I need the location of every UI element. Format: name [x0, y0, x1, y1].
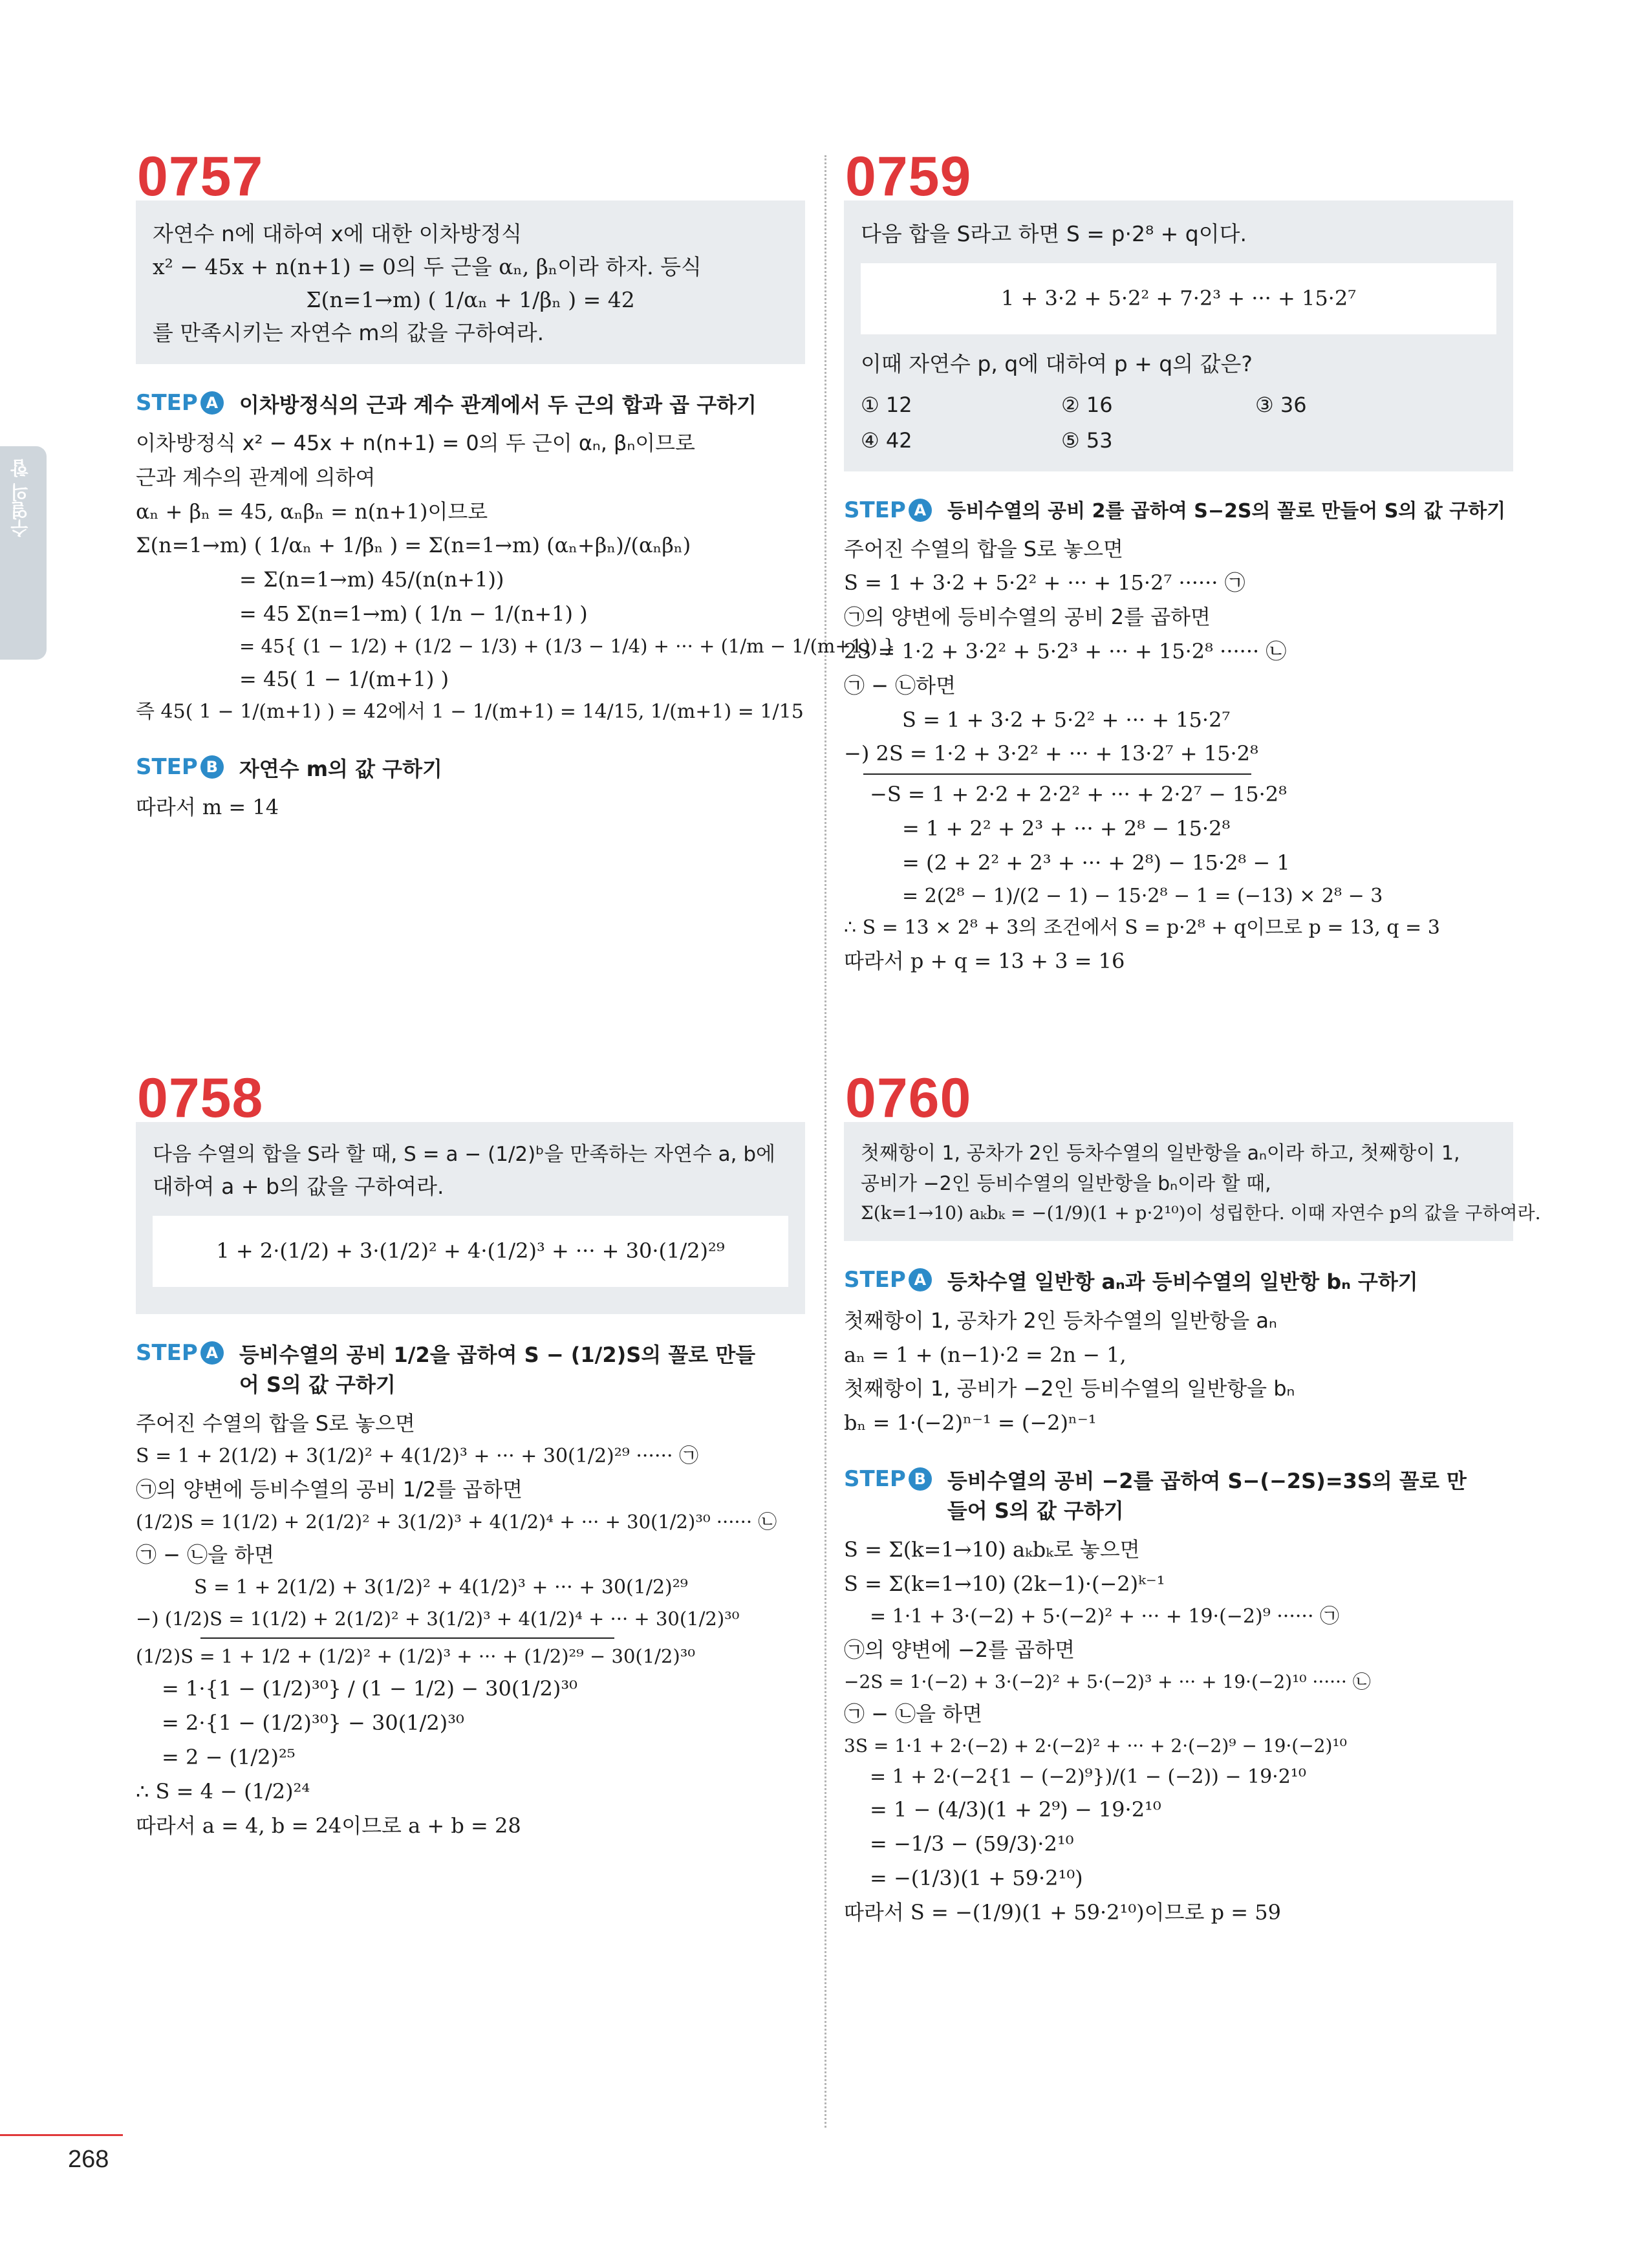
step-badge: A — [909, 1268, 932, 1291]
solution-line: 주어진 수열의 합을 S로 놓으면 — [136, 1410, 415, 1436]
solution-line: 즉 45( 1 − 1/(m+1) ) = 42에서 1 − 1/(m+1) = 14/15, 1/(m+1) = 1/15 — [136, 700, 804, 724]
solution-line: = 2·{1 − (1/2)³⁰} − 30(1/2)³⁰ — [162, 1711, 464, 1736]
solution-line: ㉠의 양변에 등비수열의 공비 1/2를 곱하면 — [136, 1476, 523, 1502]
step-a-header — [136, 390, 805, 420]
solution-line: −) 2S = 1·2 + 3·2² + ··· + 13·2⁷ + 15·2⁸ — [844, 741, 1258, 766]
solution-line: 따라서 p + q = 13 + 3 = 16 — [844, 948, 1125, 973]
choice-3[interactable]: ③ 36 — [1255, 392, 1307, 417]
choice-4[interactable]: ④ 42 — [861, 428, 912, 453]
step-a-header — [844, 1267, 1513, 1297]
problem-number: 0760 — [845, 1067, 972, 1129]
solution-line: = 45( 1 − 1/(m+1) ) — [239, 666, 449, 691]
solution-line: = 2(2⁸ − 1)/(2 − 1) − 15·2⁸ − 1 = (−13) × 2⁸ − 3 — [902, 884, 1383, 907]
question-line: 공비가 −2인 등비수열의 일반항을 bₙ이라 할 때, — [861, 1172, 1271, 1195]
subtraction-rule — [200, 1637, 614, 1639]
solution-line: ㉠ − ㉡을 하면 — [136, 1542, 275, 1567]
solution-line: −S = 1 + 2·2 + 2·2² + ··· + 2·2⁷ − 15·2⁸ — [870, 782, 1287, 807]
choice-2[interactable]: ② 16 — [1061, 392, 1113, 417]
problem-0758 — [136, 1067, 805, 1842]
question-box — [844, 200, 1513, 471]
step-label: STEP — [844, 497, 906, 524]
problem-number: 0758 — [137, 1067, 264, 1129]
solution-line: aₙ = 1 + (n−1)·2 = 2n − 1, — [844, 1342, 1126, 1367]
step-badge: B — [200, 755, 224, 779]
step-tag — [136, 1340, 224, 1366]
question-box — [844, 1122, 1541, 1241]
step-badge: A — [909, 499, 932, 522]
chapter-side-tab — [0, 446, 47, 660]
step-label: STEP — [136, 1339, 198, 1366]
solution-line: = 1·{1 − (1/2)³⁰} / (1 − 1/2) − 30(1/2)³⁰ — [162, 1676, 577, 1701]
solution-line: = Σ(n=1→m) 45/(n(n+1)) — [239, 567, 504, 592]
step-title: 자연수 m의 값 구하기 — [239, 756, 442, 781]
problem-0759 — [844, 146, 1513, 978]
solution-line: ㉠ − ㉡을 하면 — [844, 1701, 983, 1726]
step-b-header — [844, 1466, 1513, 1526]
question-line: 다음 수열의 합을 S라 할 때, S = a − (1/2)ᵇ을 만족하는 자연수 a, b에 — [153, 1143, 775, 1166]
problem-number: 0759 — [845, 146, 972, 208]
step-label: STEP — [844, 1267, 906, 1293]
solution-line: 첫째항이 1, 공비가 −2인 등비수열의 일반항을 bₙ — [844, 1376, 1295, 1401]
solution-line: ㉠의 양변에 −2를 곱하면 — [844, 1637, 1075, 1662]
solution-line: ㉠ − ㉡하면 — [844, 673, 956, 698]
solution-line: ∴ S = 4 − (1/2)²⁴ — [136, 1778, 310, 1804]
step-tag — [844, 1267, 932, 1293]
question-box — [136, 200, 805, 364]
solution-line: = 45 Σ(n=1→m) ( 1/n − 1/(n+1) ) — [239, 601, 588, 626]
step-label: STEP — [844, 1465, 906, 1492]
choice-1[interactable]: ① 12 — [861, 392, 912, 417]
step-tag — [844, 1466, 932, 1492]
solution-line: 따라서 m = 14 — [136, 795, 279, 820]
solution-line: = 1·1 + 3·(−2) + 5·(−2)² + ··· + 19·(−2)⁹ ······ ㉠ — [870, 1605, 1340, 1628]
step-title: 등차수열 일반항 aₙ과 등비수열의 일반항 bₙ 구하기 — [947, 1269, 1418, 1295]
question-line: 다음 합을 S라고 하면 S = p·2⁸ + q이다. — [861, 221, 1247, 246]
solution-line: ∴ S = 13 × 2⁸ + 3의 조건에서 S = p·2⁸ + q이므로 p = 13, q = 3 — [844, 916, 1440, 940]
answer-choices — [861, 389, 1496, 457]
step-a-header — [844, 497, 1513, 526]
column-divider — [824, 155, 826, 2128]
solution-line: 2S = 1·2 + 3·2² + 5·2³ + ··· + 15·2⁸ ······ ㉡ — [844, 638, 1287, 664]
solution-line: 근과 계수의 관계에 의하여 — [136, 464, 376, 490]
solution-line: −) (1/2)S = 1(1/2) + 2(1/2)² + 3(1/2)³ + 4(1/2)⁴ + ··· + 30(1/2)³⁰ — [136, 1607, 740, 1630]
step-title: 등비수열의 공비 −2를 곱하여 S−(−2S)=3S의 꼴로 만들어 S의 값 구하기 — [947, 1468, 1467, 1524]
page-number: 268 — [68, 2146, 109, 2173]
question-line: 첫째항이 1, 공차가 2인 등차수열의 일반항을 aₙ이라 하고, 첫째항이 1, — [861, 1142, 1460, 1165]
step-title: 이차방정식의 근과 계수 관계에서 두 근의 합과 곱 구하기 — [239, 392, 757, 417]
solution-line: (1/2)S = 1 + 1/2 + (1/2)² + (1/2)³ + ··· + (1/2)²⁹ − 30(1/2)³⁰ — [136, 1645, 695, 1667]
problem-0760 — [844, 1067, 1541, 1930]
step-tag — [136, 754, 224, 780]
solution-line: S = 1 + 3·2 + 5·2² + ··· + 15·2⁷ ······ ㉠ — [844, 570, 1245, 596]
solution-line: 따라서 S = −(1/9)(1 + 59·2¹⁰)이므로 p = 59 — [844, 1899, 1281, 1925]
question-line: Σ(k=1→10) aₖbₖ = −(1/9)(1 + p·2¹⁰)이 성립한다. 이때 자연수 p의 값을 구하여라. — [861, 1202, 1541, 1224]
choice-5[interactable]: ⑤ 53 — [1061, 428, 1113, 453]
solution-line: Σ(n=1→m) ( 1/αₙ + 1/βₙ ) = Σ(n=1→m) (αₙ+βₙ)/(αₙβₙ) — [136, 533, 691, 558]
series-box: 1 + 3·2 + 5·2² + 7·2³ + ··· + 15·2⁷ — [861, 263, 1496, 334]
solution-line: ㉠의 양변에 등비수열의 공비 2를 곱하면 — [844, 605, 1211, 630]
solution-line: = 1 − (4/3)(1 + 2⁹) − 19·2¹⁰ — [870, 1797, 1161, 1822]
step-b-header — [136, 754, 805, 784]
solution-line: = 45{ (1 − 1/2) + (1/2 − 1/3) + (1/3 − 1/4) + ··· + (1/m − 1/(m+1)) } — [239, 634, 896, 657]
step-title: 등비수열의 공비 1/2을 곱하여 S − (1/2)S의 꼴로 만들어 S의 값 구하기 — [239, 1342, 756, 1398]
step-label: STEP — [136, 753, 198, 780]
question-line: 자연수 n에 대하여 x에 대한 이차방정식 — [153, 221, 523, 246]
question-line: 대하여 a + b의 값을 구하여라. — [153, 1174, 444, 1200]
solution-line: = 1 + 2² + 2³ + ··· + 2⁸ − 15·2⁸ — [902, 815, 1231, 841]
subtraction-rule — [863, 773, 1251, 775]
step-a-header — [136, 1340, 805, 1400]
solution-line: S = 1 + 2(1/2) + 3(1/2)² + 4(1/2)³ + ··· + 30(1/2)²⁹ ······ ㉠ — [136, 1445, 699, 1468]
solution-line: S = Σ(k=1→10) aₖbₖ로 놓으면 — [844, 1537, 1140, 1562]
step-tag — [136, 390, 224, 416]
question-line: x² − 45x + n(n+1) = 0의 두 근을 αₙ, βₙ이라 하자. 등식 — [153, 254, 702, 280]
solution-line: = −1/3 − (59/3)·2¹⁰ — [870, 1831, 1074, 1857]
solution-line: 이차방정식 x² − 45x + n(n+1) = 0의 두 근이 αₙ, βₙ이므로 — [136, 430, 695, 455]
solution-line: S = 1 + 3·2 + 5·2² + ··· + 15·2⁷ — [902, 707, 1231, 732]
step-badge: A — [200, 1341, 224, 1365]
chapter-side-tab-label: 수열의 합 — [10, 459, 31, 538]
question-line: Σ(n=1→m) ( 1/αₙ + 1/βₙ ) = 42 — [306, 287, 635, 313]
solution-line: (1/2)S = 1(1/2) + 2(1/2)² + 3(1/2)³ + 4(1/2)⁴ + ··· + 30(1/2)³⁰ ······ ㉡ — [136, 1510, 777, 1533]
series-box: 1 + 2·(1/2) + 3·(1/2)² + 4·(1/2)³ + ··· + 30·(1/2)²⁹ — [153, 1216, 788, 1287]
question-line: 이때 자연수 p, q에 대하여 p + q의 값은? — [861, 351, 1253, 376]
solution-line: αₙ + βₙ = 45, αₙβₙ = n(n+1)이므로 — [136, 499, 488, 524]
solution-line: = 2 − (1/2)²⁵ — [162, 1745, 296, 1770]
solution-line: bₙ = 1·(−2)ⁿ⁻¹ = (−2)ⁿ⁻¹ — [844, 1410, 1097, 1436]
solution-line: 따라서 a = 4, b = 24이므로 a + b = 28 — [136, 1813, 521, 1838]
step-badge: A — [200, 391, 224, 415]
solution-line: 첫째항이 1, 공차가 2인 등차수열의 일반항을 aₙ — [844, 1308, 1277, 1333]
solution-line: 3S = 1·1 + 2·(−2) + 2·(−2)² + ··· + 2·(−2)⁹ − 19·(−2)¹⁰ — [844, 1734, 1347, 1756]
page-number-rule — [0, 2134, 123, 2136]
question-line: 를 만족시키는 자연수 m의 값을 구하여라. — [153, 320, 544, 346]
step-title: 등비수열의 공비 2를 곱하여 S−2S의 꼴로 만들어 S의 값 구하기 — [947, 500, 1506, 523]
problem-number: 0757 — [137, 146, 264, 208]
solution-line: −2S = 1·(−2) + 3·(−2)² + 5·(−2)³ + ··· + 19·(−2)¹⁰ ······ ㉡ — [844, 1670, 1371, 1692]
question-box — [136, 1122, 805, 1314]
step-tag — [844, 497, 932, 523]
solution-line: S = Σ(k=1→10) (2k−1)·(−2)ᵏ⁻¹ — [844, 1571, 1165, 1596]
step-label: STEP — [136, 389, 198, 416]
solution-line: = (2 + 2² + 2³ + ··· + 2⁸) − 15·2⁸ − 1 — [902, 850, 1290, 875]
solution-line: = 1 + 2·(−2{1 − (−2)⁹})/(1 − (−2)) − 19·2¹⁰ — [870, 1765, 1306, 1788]
solution-line: S = 1 + 2(1/2) + 3(1/2)² + 4(1/2)³ + ··· + 30(1/2)²⁹ — [194, 1576, 688, 1599]
solution-line: 주어진 수열의 합을 S로 놓으면 — [844, 536, 1123, 561]
solution-line: = −(1/3)(1 + 59·2¹⁰) — [870, 1865, 1083, 1890]
step-badge: B — [909, 1467, 932, 1491]
